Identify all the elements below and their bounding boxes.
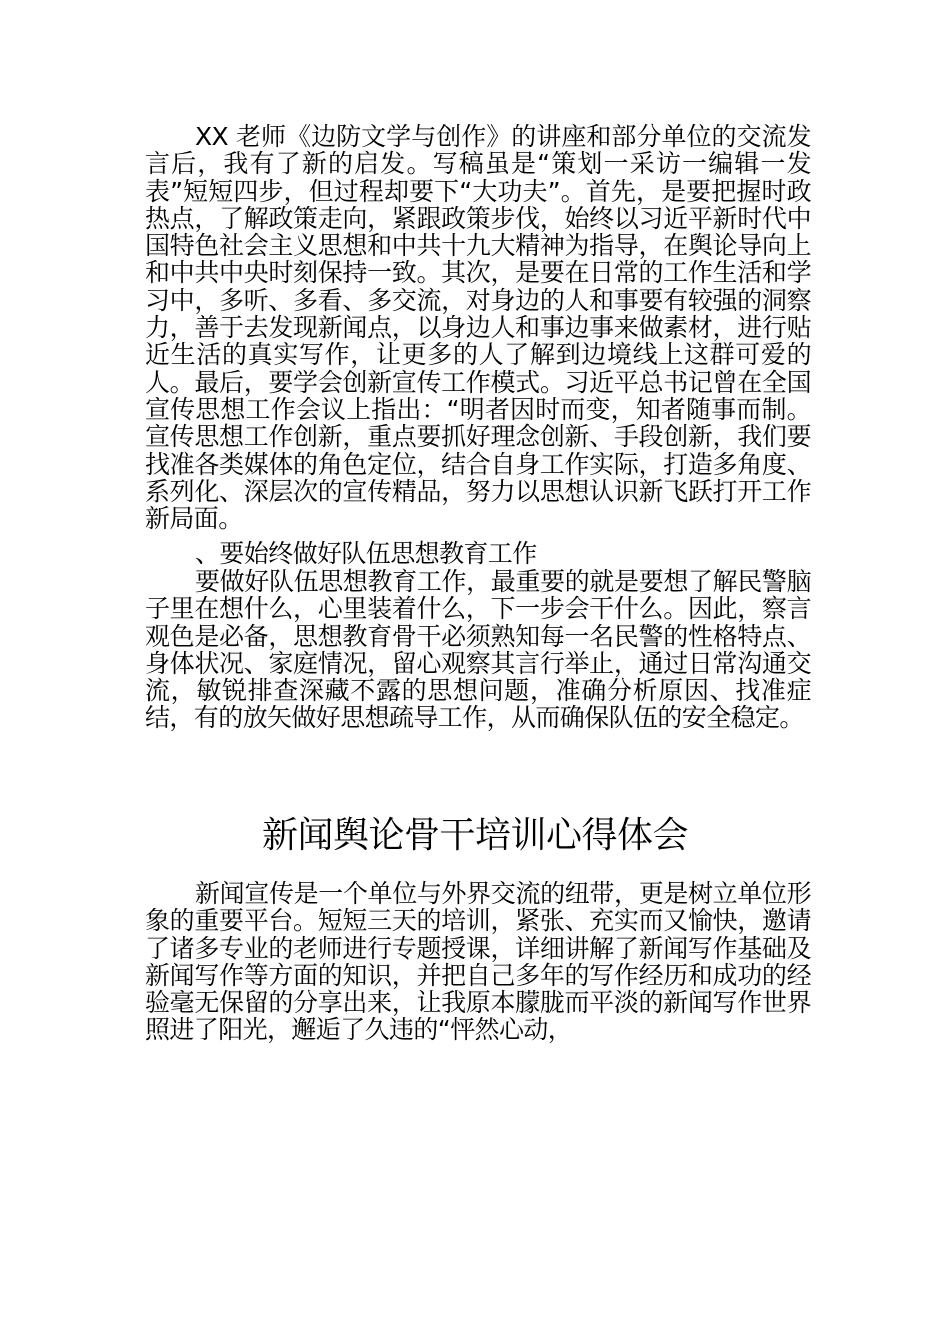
body-paragraph: XX 老师《边防文学与创作》的讲座和部分单位的交流发言后，我有了新的启发。写稿虽是“策划一采访一编辑一发表”短短四步，但过程却要下“大功夫”。首先，是要把握时政热点，了解政策走向，紧跟政策步伐，始终以习近平新时代中国特色社会主义思想和中共十九大精神为指导，在舆论导向上和中共中央时刻保持一致。其次，是要在日常的工作生活和学习中，多听、多看、多交流，对身边的人和事要有较强的洞察力，善于去发现新闻点，以身边人和事边事来做素材，进行贴近生活的真实写作，让更多的人了解到边境线上这群可爱的人。最后，要学会创新宣传工作模式。习近平总书记曾在全国宣传思想工作会议上指出：“明者因时而变，知者随事而制。宣传思想工作创新，重点要抓好理念创新、手段创新，我们要找准各类媒体的角色定位，结合自身工作实际，打造多角度、系列化、深层次的宣传精品，努力以思想认识新飞跃打开工作新局面。 xyxy=(145,122,811,534)
body-paragraph: 新闻宣传是一个单位与外界交流的纽带，更是树立单位形象的重要平台。短短三天的培训，紧张、充实而又愉快，邀请了诸多专业的老师进行专题授课，详细讲解了新闻写作基础及新闻写作等方面的知识，并把自己多年的写作经历和成功的经验毫无保留的分享出来，让我原本朦胧而平淡的新闻写作世界照进了阳光，邂逅了久违的“怦然心动， xyxy=(145,879,811,1045)
article-title: 新闻舆论骨干培训心得体会 xyxy=(261,815,688,856)
section-heading: 、要始终做好队伍思想教育工作 xyxy=(195,539,537,568)
body-paragraph: 要做好队伍思想教育工作，最重要的就是要想了解民警脑子里在想什么，心里装着什么，下一步会干什么。因此，察言观色是必备，思想教育骨干必须熟知每一名民警的性格特点、身体状况、家庭情况，留心观察其言行举止，通过日常沟通交流，敏锐排查深藏不露的思想问题，准确分析原因、找准症结，有的放矢做好思想疏导工作，从而确保队伍的安全稳定。 xyxy=(145,567,811,733)
